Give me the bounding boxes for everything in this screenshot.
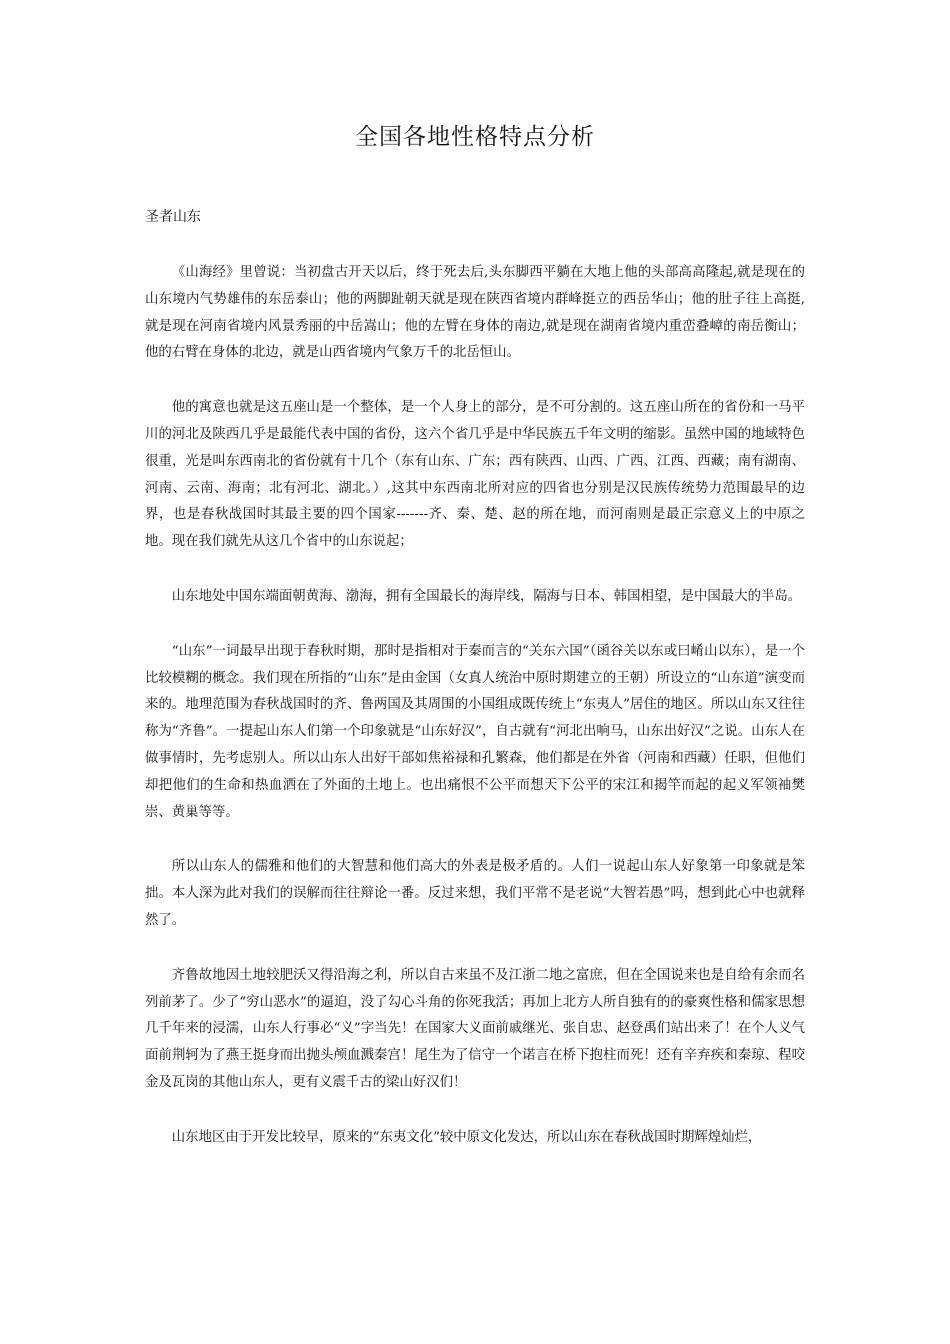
document-title: 全国各地性格特点分析 [355, 124, 595, 150]
paragraph: 《山海经》里曾说：当初盘古开天以后，终于死去后,头东脚西平躺在大地上他的头部高高隆起,就是现在的山东境内气势雄伟的东岳泰山；他的两脚趾朝天就是现在陕西省境内群峰挺立的西岳华山；他的肚子往上高挺,就是现在河南省境内风景秀丽的中岳嵩山；他的左臂在身体的南边,就是现在湖南省境内重峦叠嶂的南岳衡山；他的右臂在身体的北边，就是山西省境内气象万千的北岳恒山。 [145, 265, 805, 361]
paragraph: “山东”一词最早出现于春秋时期，那时是指相对于秦而言的“关东六国”（函谷关以东或曰崤山以东），是一个比较模糊的概念。我们现在所指的“山东”是由金国（女真人统治中原时期建立的王朝）所设立的“山东道”演变而来的。地理范围为春秋战国时的齐、鲁两国及其周围的小国组成既传统上“东夷人”居住的地区。所以山东又往往称为“齐鲁”。一提起山东人们第一个印象就是“山东好汉”，自古就有“河北出响马，山东出好汉”之说。山东人在做事情时，先考虑别人。所以山东人出好干部如焦裕禄和孔繁森，他们都是在外省（河南和西藏）任职，但他们却把他们的生命和热血洒在了外面的土地上。也出痛恨不公平而想天下公平的宋江和揭竿而起的起义军领袖樊崇、黄巢等等。 [145, 643, 805, 820]
section-heading: 圣者山东 [145, 209, 201, 225]
paragraph: 齐鲁故地因土地较肥沃又得沿海之利，所以自古来虽不及江浙二地之富庶，但在全国说来也是自给有余而名列前茅了。少了“穷山恶水”的逼迫，没了勾心斗角的你死我活；再加上北方人所自独有的的豪爽性格和儒家思想几千年来的浸濡，山东人行事必“义”字当先！在国家大义面前戚继光、张自忠、赵登禹们站出来了！在个人义气面前荆轲为了燕王挺身而出抛头颅血溅秦宫！尾生为了信守一个诺言在桥下抱柱而死！还有辛弃疾和秦琼、程咬金及瓦岗的其他山东人，更有义震千古的梁山好汉们！ [145, 967, 805, 1090]
paragraph: 山东地区由于开发比较早，原来的“东夷文化”较中原文化发达，所以山东在春秋战国时期辉煌灿烂， [171, 1129, 762, 1145]
paragraph: 他的寓意也就是这五座山是一个整体，是一个人身上的部分，是不可分割的。这五座山所在的省份和一马平川的河北及陕西几乎是最能代表中国的省份，这六个省几乎是中华民族五千年文明的缩影。虽然中国的地域特色很重，光是叫东西南北的省份就有十几个（东有山东、广东；西有陕西、山西、广西、江西、西藏；南有湖南、河南、云南、海南；北有河北、湖北。）,这其中东西南北所对应的四省也分别是汉民族传统势力范围最早的边界，也是春秋战国时其最主要的四个国家-------齐、秦、楚、赵的所在地，而河南则是最正宗意义上的中原之地。现在我们就先从这几个省中的山东说起； [145, 400, 805, 550]
paragraph: 所以山东人的儒雅和他们的大智慧和他们高大的外表是极矛盾的。人们一说起山东人好象第一印象就是笨拙。本人深为此对我们的误解而往往辩论一番。反过来想，我们平常不是老说“大智若愚”吗，想到此心中也就释然了。 [145, 859, 805, 928]
document-body [145, 260, 805, 1180]
paragraph: 山东地处中国东端面朝黄海、渤海，拥有全国最长的海岸线，隔海与日本、韩国相望，是中国最大的半岛。 [171, 588, 802, 604]
